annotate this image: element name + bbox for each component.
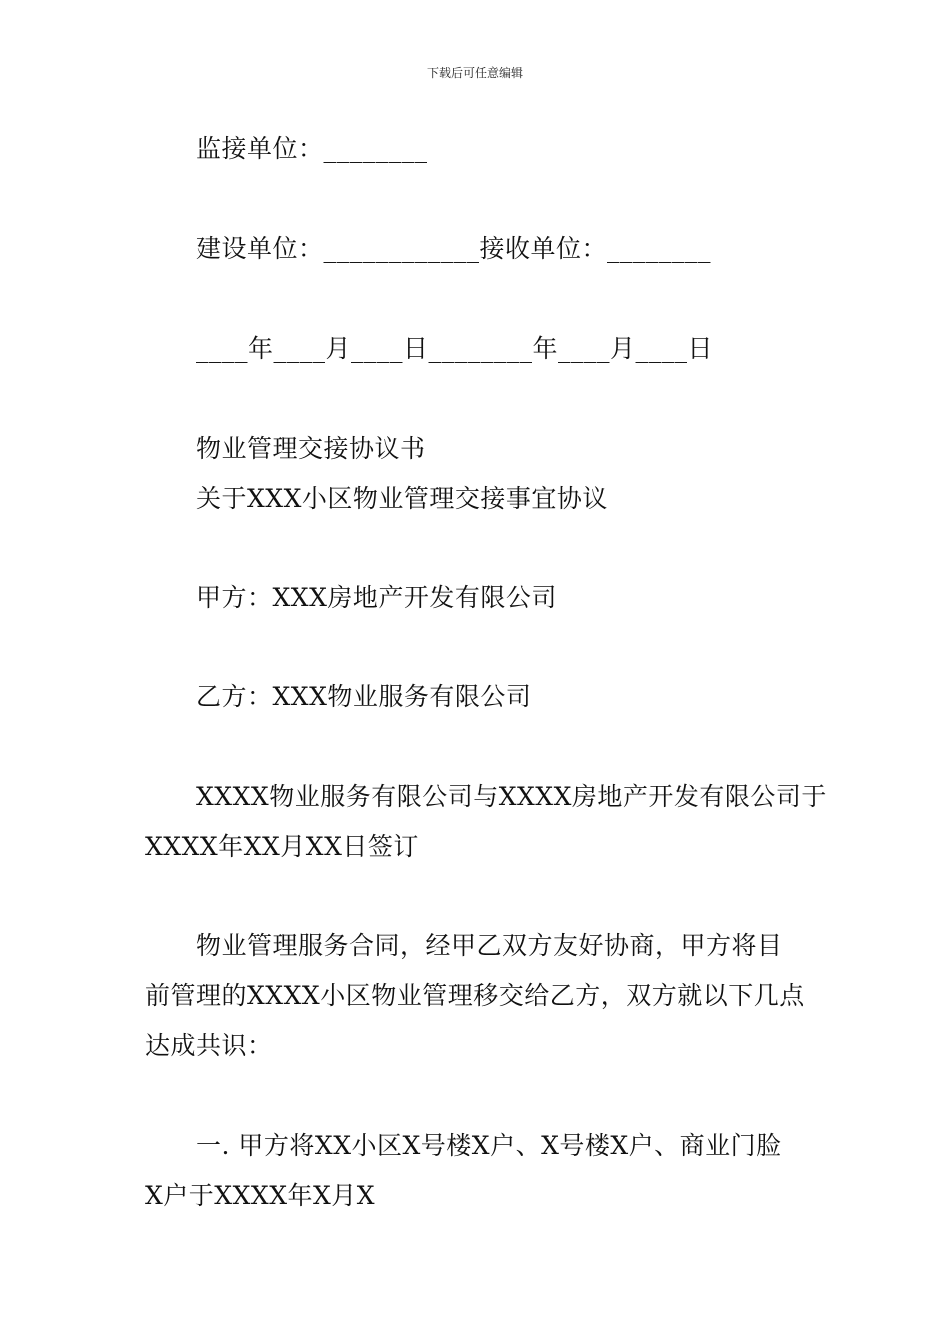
paragraph-2-line-3: 达成共识： — [145, 1031, 273, 1060]
header-note: 下载后可任意编辑 — [426, 66, 523, 80]
supervisor-unit-line: 监接单位：________ — [196, 134, 428, 163]
paragraph-2-line-1: 物业管理服务合同，经甲乙双方友好协商，甲方将目 — [196, 931, 783, 960]
document-title: 物业管理交接协议书 — [196, 434, 426, 463]
party-b: 乙方：XXX物业服务有限公司 — [196, 682, 532, 711]
item-1-line-2: X户于XXXX年X月X — [145, 1181, 376, 1210]
party-a: 甲方：XXX房地产开发有限公司 — [196, 583, 557, 612]
document-subtitle: 关于XXX小区物业管理交接事宜协议 — [196, 484, 608, 513]
paragraph-2-line-2: 前管理的XXXX小区物业管理移交给乙方，双方就以下几点 — [145, 981, 805, 1010]
item-1-line-1: 一. 甲方将XX小区X号楼X户、X号楼X户、商业门脸 — [196, 1131, 782, 1160]
paragraph-1-line-1: XXXX物业服务有限公司与XXXX房地产开发有限公司于 — [196, 782, 827, 811]
builder-receiver-line: 建设单位：____________接收单位：________ — [196, 234, 712, 263]
paragraph-1-line-2: XXXX年XX月XX日签订 — [145, 832, 419, 861]
dates-line: ____年____月____日________年____月____日 — [196, 334, 714, 363]
